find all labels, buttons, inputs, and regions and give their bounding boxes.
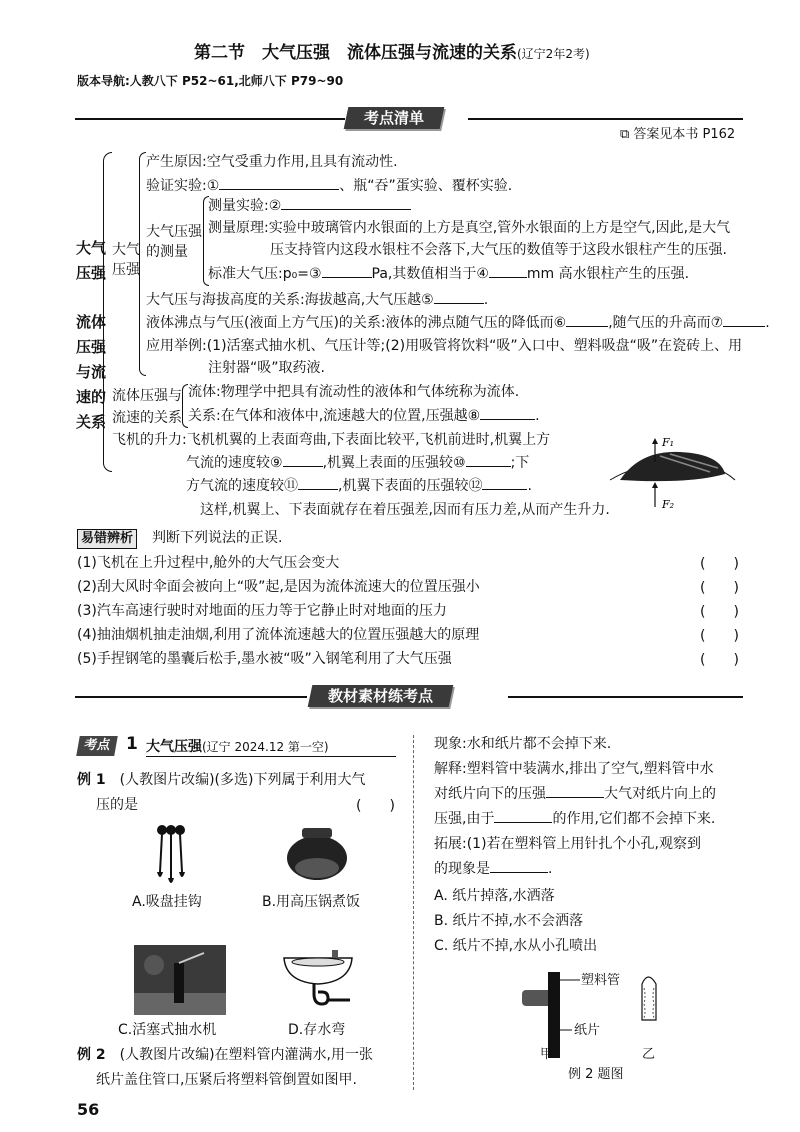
explain-line-1: 解释:塑料管中装满水,排出了空气,塑料管中水 — [434, 761, 714, 777]
page-number: 56 — [77, 1100, 100, 1119]
cause-line: 产生原因:空气受重力作用,且具有流动性. — [146, 154, 398, 170]
figure-caption: 例 2 题图 — [568, 1067, 624, 1082]
option-b: B.用高压锅煮饭 — [262, 894, 361, 910]
extend-option-c: C. 纸片不掉,水从小孔喷出 — [434, 938, 598, 954]
lift-4: 这样,机翼上、下表面就存在着压强差,因而有压力差,从而产生升力. — [200, 502, 610, 518]
extend-option-a: A. 纸片掉落,水洒落 — [434, 888, 555, 904]
answer-paren[interactable]: ( ) — [700, 556, 739, 572]
judge-intro: 判断下列说法的正误. — [152, 530, 283, 546]
extend-option-b: B. 纸片不掉,水不会洒落 — [434, 913, 583, 929]
option-a: A.吸盘挂钩 — [132, 894, 202, 910]
root-brace — [103, 152, 112, 472]
wing-figure — [600, 432, 745, 512]
piston-pump-image — [134, 945, 226, 1015]
root-label: 大气 压强 — [76, 239, 107, 282]
divider — [75, 696, 307, 698]
measure-principle-1: 测量原理:实验中玻璃管内水银面的上方是真空,管外水银面的上方是空气,因此,是大气 — [208, 220, 731, 236]
f1-label: F₁ — [662, 436, 675, 449]
fig-label-paper: 纸片 — [574, 1023, 601, 1038]
boiling-line: 液体沸点与气压(液面上方气压)的关系:液体的沸点随气压的降低而⑥ ,随气压的升高而⑦ . — [146, 315, 770, 331]
verify-line: 验证实验:① 、瓶“吞”蛋实验、覆杯实验. — [146, 178, 513, 194]
answer-paren[interactable]: ( ) — [700, 604, 739, 620]
apps-line-2: 注射器“吸”取药液. — [208, 360, 325, 376]
checklist-banner: 考点清单 — [344, 107, 445, 129]
suction-hook-image — [148, 822, 194, 890]
sink-trap-image — [280, 948, 356, 1020]
altitude-line: 大气压与海拔高度的关系:海拔越高,大气压越⑤ . — [146, 292, 489, 308]
dqyq-brace — [139, 152, 146, 376]
explain-line-3: 压强,由于 的作用,它们都不会掉下来. — [434, 811, 716, 827]
ex2-line1: 例 2 (人教图片改编)在塑料管内灌满水,用一张 — [77, 1047, 373, 1063]
judge-item: (5)手捏钢笔的墨囊后松手,墨水被“吸”入钢笔利用了大气压强 — [77, 651, 452, 667]
judge-item: (3)汽车高速行驶时对地面的压力等于它静止时对地面的压力 — [77, 603, 447, 619]
fig-label-pipe: 塑料管 — [581, 973, 621, 988]
fig-label-jia: 甲 — [540, 1047, 554, 1062]
lift-3: 方气流的速度较⑪ ,机翼下表面的压强较⑫ . — [186, 478, 532, 494]
answer-paren[interactable]: ( ) — [700, 580, 739, 596]
answer-ref: ⧉ 答案见本书 P162 — [620, 127, 736, 142]
measure-principle-2: 压支持管内这段水银柱不会落下,大气压的数值等于这段水银柱产生的压强. — [270, 242, 727, 258]
explain-line-2: 对纸片向下的压强 大气对纸片向上的 — [434, 786, 716, 802]
fluid-def: 流体:物理学中把具有流动性的液体和气体统称为流体. — [188, 384, 520, 400]
fig-label-yi: 乙 — [642, 1047, 656, 1062]
f2-label: F₂ — [662, 498, 675, 511]
lift-2: 气流的速度较⑨ ,机翼上表面的压强较⑩ ;下 — [186, 455, 530, 471]
judge-item: (4)抽油烟机抽走油烟,利用了流体流速越大的位置压强越大的原理 — [77, 627, 480, 643]
answer-paren[interactable]: ( ) — [356, 798, 395, 814]
judge-item: (1)飞机在上升过程中,舱外的大气压会变大 — [77, 555, 340, 571]
kaodian-tag: 考点 — [76, 736, 118, 756]
ex1-line1: 例 1 (人教图片改编)(多选)下列属于利用大气 — [77, 772, 366, 788]
kaodian-title: 大气压强(辽宁 2024.12 第一空) — [146, 736, 396, 757]
divider — [508, 696, 743, 698]
standard-pressure: 标准大气压:p₀=③ Pa,其数值相当于④ mm 高水银柱产生的压强. — [208, 266, 690, 282]
divider — [75, 118, 345, 120]
page-title: 第二节 大气压强 流体压强与流速的关系(辽宁2年2考) — [194, 43, 590, 63]
textbook-banner: 教材素材练考点 — [308, 685, 454, 707]
book-icon: ⧉ — [620, 127, 634, 142]
lift-1: 飞机的升力:飞机机翼的上表面弯曲,下表面比较平,飞机前进时,机翼上方 — [112, 432, 551, 448]
measure-exp: 测量实验:② — [208, 196, 411, 216]
version-nav: 版本导航:人教八下 P52~61,北师八下 P79~90 — [77, 74, 344, 88]
sub-label-dqyq: 大气 压强 — [112, 242, 140, 278]
ex1-line2: 压的是 — [96, 797, 138, 813]
apps-line-1: 应用举例:(1)活塞式抽水机、气压计等;(2)用吸管将饮料“吸”入口中、塑料吸盘“吸”在瓷砖上、用 — [146, 338, 743, 354]
pressure-cooker-image — [282, 822, 352, 886]
measure-label: 大气压强 的测量 — [146, 224, 202, 260]
extend-line-2: 的现象是 . — [434, 861, 553, 877]
extend-line-1: 拓展:(1)若在塑料管上用针扎个小孔,观察到 — [434, 836, 701, 852]
judge-item: (2)刮大风时伞面会被向上“吸”起,是因为流体流速大的位置压强小 — [77, 579, 480, 595]
column-divider — [413, 735, 414, 1090]
option-c: C.活塞式抽水机 — [118, 1022, 217, 1038]
answer-paren[interactable]: ( ) — [700, 628, 739, 644]
option-d: D.存水弯 — [288, 1022, 346, 1038]
ex2-line2: 纸片盖住管口,压紧后将塑料管倒置如图甲. — [96, 1072, 357, 1088]
fluid-rel: 关系:在气体和液体中,流速越大的位置,压强越⑧ . — [188, 408, 540, 424]
root-label-fluid: 流体 压强 与流 速的 关系 — [76, 313, 107, 431]
divider — [468, 118, 743, 120]
answer-paren[interactable]: ( ) — [700, 652, 739, 668]
title-note: (辽宁2年2考) — [517, 47, 590, 61]
fluid-label: 流体压强与 流速的关系 — [112, 388, 182, 426]
kaodian-num: 1 — [126, 734, 138, 754]
judge-label: 易错辨析 — [77, 529, 137, 549]
phenomenon-line: 现象:水和纸片都不会掉下来. — [434, 736, 612, 752]
